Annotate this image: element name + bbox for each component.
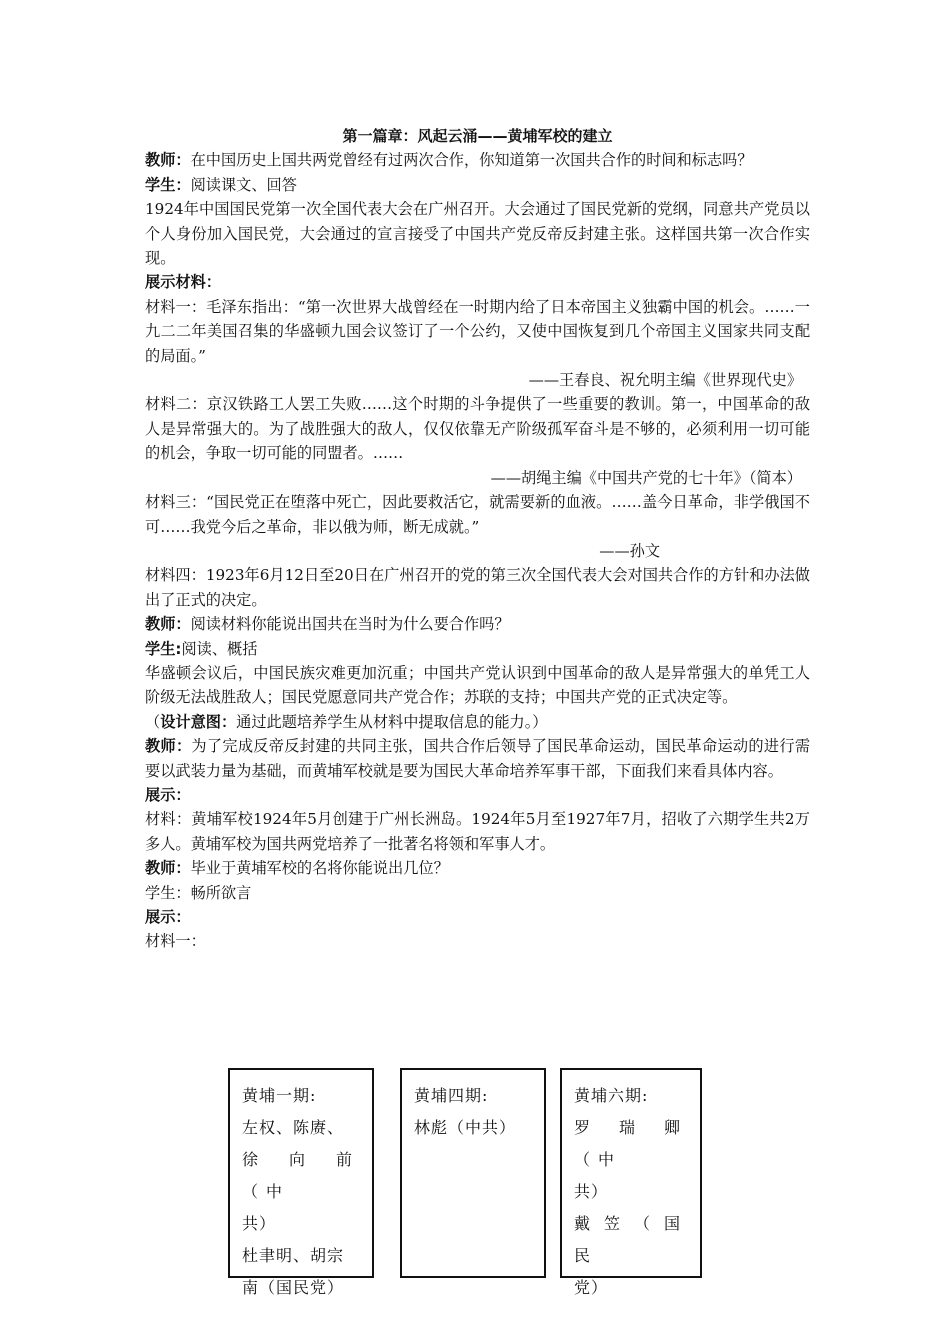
paragraph-text: 阅读材料你能说出国共在当时为什么要合作吗？ xyxy=(190,615,510,634)
box-line: 黄埔六期: xyxy=(574,1086,649,1105)
student-answer-2 xyxy=(145,637,810,661)
material-2: 材料二：京汉铁路工人罢工失败……这个时期的斗争提供了一些重要的教训。第一，中国革命的敌人是异常强大的。为了战胜强大的敌人，仅仅依靠无产阶级孤军奋斗是不够的，必须利用一切可能的机会，争取一切可能的同盟者。…… xyxy=(145,395,810,463)
paragraph-text: 阅读课文、回答 xyxy=(190,175,297,194)
box-line: 左权、陈赓、 xyxy=(242,1118,345,1137)
box-line: 徐向前（中 xyxy=(242,1150,360,1201)
answer-paragraph-2: 华盛顿会议后，中国民族灾难更加沉重；中国共产党认识到中国革命的敌人是异常强大的单凭工人阶级无法战胜敌人；国民党愿意同共产党合作；苏联的支持；中国共产党的正式决定等。 xyxy=(145,663,810,707)
box-line: 共） xyxy=(242,1214,277,1233)
material-1: 材料一：毛泽东指出：“第一次世界大战曾经在一时期内给了日本帝国主义独霸中国的机会。……一九二二年美国召集的华盛顿九国会议签订了一个公约，又使中国恢复到几个帝国主义国家共同支配的局面。” xyxy=(145,297,810,365)
paren-open: （ xyxy=(145,712,161,731)
box-class-1 xyxy=(228,1068,374,1297)
box-class-6 xyxy=(560,1068,702,1297)
speaker-label: 学生： xyxy=(145,175,191,194)
speaker-label: 学生: xyxy=(145,639,182,658)
student-answer-1 xyxy=(145,173,810,197)
material-4: 材料四：1923年6月12日至20日在广州召开的党的第三次全国代表大会对国共合作的方针和办法做出了正式的决定。 xyxy=(145,566,810,609)
whampoa-graduates-boxes xyxy=(228,1068,828,1297)
box-line: 杜聿明、胡宗 xyxy=(242,1246,345,1265)
material-3-source: ——孙文 xyxy=(599,541,660,560)
box-line: 共） xyxy=(574,1182,609,1201)
box-class-4 xyxy=(400,1068,546,1278)
box-line: 黄埔四期: xyxy=(414,1086,489,1105)
speaker-label: 教师： xyxy=(145,737,192,756)
paragraph-text: 在中国历史上国共两党曾经有过两次合作，你知道第一次国共合作的时间和标志吗？ xyxy=(190,151,753,170)
design-label: 设计意图： xyxy=(160,712,237,731)
material-6-label: 材料一： xyxy=(145,932,206,951)
chapter-title: 第一篇章：风起云涌——黄埔军校的建立 xyxy=(342,127,613,145)
box-line: 党） xyxy=(574,1278,609,1297)
paragraph-text: 毕业于黄埔军校的名将你能说出几位？ xyxy=(190,859,449,878)
material-3: 材料三：“国民党正在堕落中死亡，因此要救活它，就需要新的血液。……盖今日革命，非学俄国不可……我党今后之革命，非以俄为师，断无成就。” xyxy=(145,493,810,536)
speaker-label: 教师： xyxy=(145,859,191,878)
answer-paragraph-1: 1924年中国国民党第一次全国代表大会在广州召开。大会通过了国民党新的党纲，同意共产党员以个人身份加入国民党，大会通过的宣言接受了中国共产党反帝反封建主张。这样国共第一次合作实现。 xyxy=(145,200,810,268)
paragraph-text: 阅读、概括 xyxy=(181,639,258,658)
box-line: 罗瑞卿（中 xyxy=(574,1118,688,1169)
box-line: 黄埔一期: xyxy=(242,1086,317,1105)
teacher-question-2 xyxy=(145,612,810,636)
box-line: 戴笠（国民 xyxy=(574,1214,688,1265)
material-5: 材料：黄埔军校1924年5月创建于广州长洲岛。1924年5月至1927年7月，招收了六期学生共2万多人。黄埔军校为国共两党培养了一批著名将领和军事人才。 xyxy=(145,810,810,853)
design-intent xyxy=(145,710,810,734)
paragraph-text: 为了完成反帝反封建的共同主张，国共合作后领导了国民革命运动，国民革命运动的进行需要以武装力量为基础，而黄埔军校就是要为国民大革命培养军事干部，下面我们来看具体内容。 xyxy=(145,737,811,780)
student-answer-3: 学生：畅所欲言 xyxy=(145,883,252,902)
material-2-source: ——胡绳主编《中国共产党的七十年》（简本） xyxy=(490,468,802,487)
teacher-statement xyxy=(145,734,810,783)
show-heading-2: 展示： xyxy=(145,785,191,804)
show-heading-3: 展示： xyxy=(145,908,191,926)
box-line: 林彪（中共） xyxy=(414,1118,517,1137)
design-text: 通过此题培养学生从材料中提取信息的能力。） xyxy=(236,712,548,731)
box-line: 南（国民党） xyxy=(242,1278,345,1297)
teacher-question-1 xyxy=(145,148,810,172)
material-1-source: ——王春良、祝允明主编《世界现代史》 xyxy=(528,371,802,390)
speaker-label: 教师： xyxy=(145,151,191,170)
speaker-label: 教师： xyxy=(145,615,191,634)
document-body xyxy=(145,124,810,954)
show-materials-heading: 展示材料： xyxy=(145,273,221,292)
teacher-question-3 xyxy=(145,856,810,880)
